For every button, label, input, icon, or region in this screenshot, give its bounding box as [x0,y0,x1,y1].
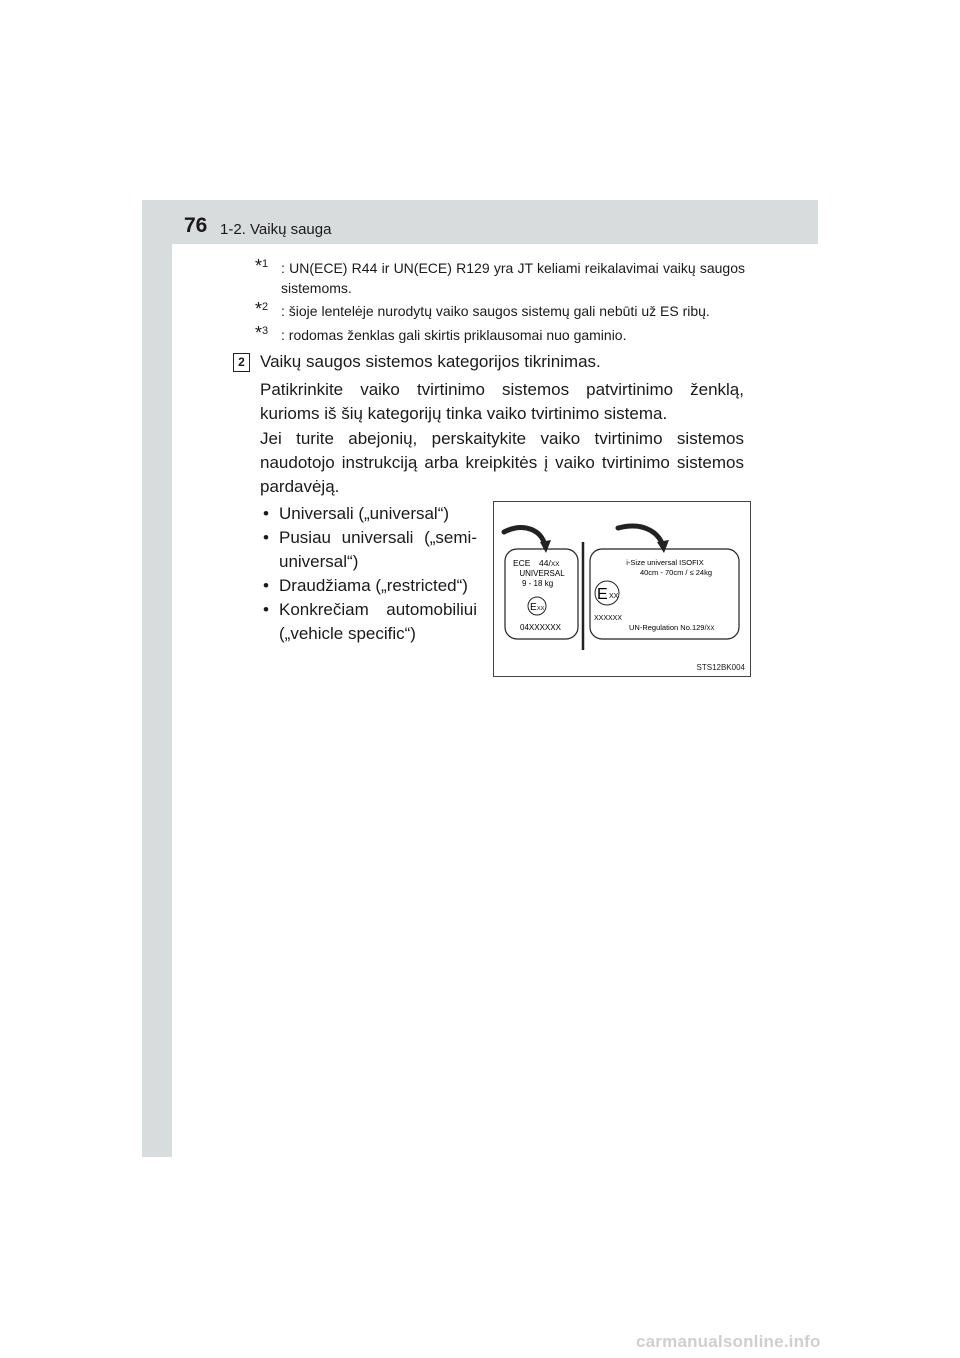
footnote-mark: *$^1$ [255,256,269,276]
footnote-text: : rodomas ženklas gali skirtis priklausomai nuo gaminio. [281,327,627,343]
right-e-mark-letter: E [597,586,608,603]
list-item: • Konkrečiam automobiliui („vehicle specific“) [263,598,477,646]
footnote-1 [255,258,745,298]
watermark: carmanualsonline.info [636,1332,821,1351]
step-title: Vaikų saugos sistemos kategorijos tikrinimas. [260,352,601,371]
list-item: • Pusiau universali („semi-universal“) [263,526,477,574]
footnote-mark: *$^3$ [255,323,269,343]
list-item: • Draudžiama („restricted“) [263,574,477,598]
left-arrow-icon [504,528,545,546]
section-title: 1-2. Vaikų sauga [220,221,332,238]
left-e-mark-letter: E [530,602,537,613]
right-label-regulation: UN-Regulation No.129/XX [629,623,715,632]
right-label-isize: i-Size universal ISOFIX [626,558,704,567]
left-label-44: 44/XX [539,558,560,568]
footnote-text: : UN(ECE) R44 ir UN(ECE) R129 yra JT keliami reikalavimai vaikų saugos sistemoms. [281,260,745,296]
list-item: • Universali („universal“) [263,502,477,526]
right-label-code: XXXXXX [594,615,623,622]
step-paragraph-1: Patikrinkite vaiko tvirtinimo sistemos patvirtinimo ženklą, kurioms iš šių kategorijų tinka vaiko tvirtinimo sistema. [260,380,744,423]
footnote-text: : šioje lentelėje nurodytų vaiko saugos sistemų gali nebūti už ES ribų. [281,303,710,319]
right-e-mark-xx: XX [609,593,619,600]
left-label-ece: ECE [513,558,531,568]
left-label-universal: UNIVERSAL [519,569,565,578]
footnote-3 [255,325,745,345]
header-divider [172,244,818,246]
right-arrow-head-icon [657,540,669,553]
step-paragraph-2: Jei turite abejonių, perskaitykite vaiko tvirtinimo sistemos naudotojo instrukciją arba kreipkitės į vaiko tvirtinimo sistemos pardavėją. [260,429,744,496]
left-label-code: 04XXXXXX [520,623,561,632]
sidebar-band [142,200,172,1157]
right-label-size-range: 40cm - 70cm / ≤ 24kg [639,568,713,577]
right-arrow-icon [618,526,663,546]
figure-code: STS12BK004 [696,663,745,672]
left-label-weight: 9 - 18 kg [522,579,554,588]
left-arrow-head-icon [540,540,551,553]
step-number-box: 2 [233,353,250,372]
approval-label-figure [493,501,751,677]
approval-labels-illustration [494,502,750,676]
footnote-2 [255,301,745,321]
page-number: 76 [184,214,208,237]
left-e-mark-xx: XX [537,606,545,612]
category-list [263,502,477,646]
footnote-mark: *$^2$ [255,299,269,319]
